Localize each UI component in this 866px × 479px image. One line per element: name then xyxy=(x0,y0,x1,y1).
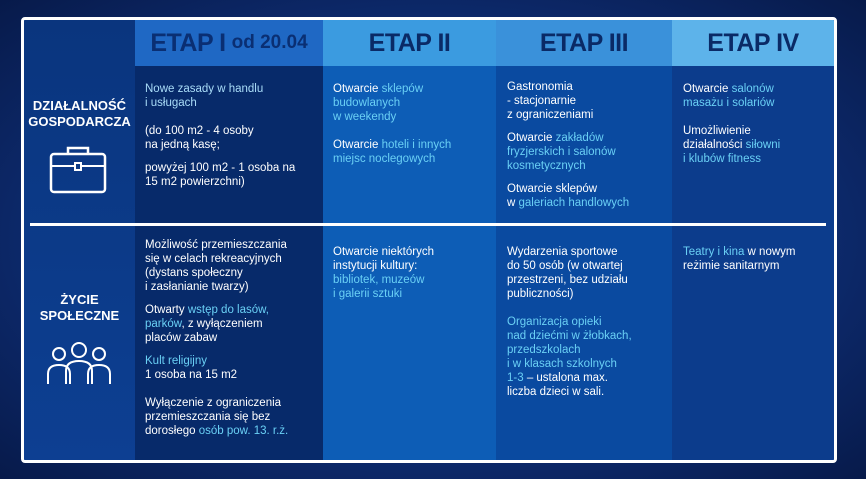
label-column xyxy=(24,20,135,460)
header-etap1 xyxy=(135,20,323,66)
people-group-icon xyxy=(46,340,112,386)
text: kosmetycznych xyxy=(507,160,586,172)
text: zakładów xyxy=(555,132,604,144)
text: liczba dzieci w sali. xyxy=(507,386,605,398)
text: w weekendy xyxy=(333,111,397,123)
section-social-line1: ŻYCIE xyxy=(60,292,99,307)
text: 1-3 xyxy=(507,372,524,384)
text: Otwarcie xyxy=(333,139,382,151)
social-etap3-cell xyxy=(507,245,669,408)
header-etap2-title: ETAP II xyxy=(368,28,451,57)
text: Teatry i kina xyxy=(683,246,745,258)
text: i usługach xyxy=(145,97,197,109)
text: miejsc noclegowych xyxy=(333,153,436,165)
text: publiczności) xyxy=(507,288,574,300)
text: osób pow. 13. r.ż. xyxy=(198,425,289,437)
text: Wydarzenia sportowe xyxy=(507,246,618,258)
text: - stacjonarnie xyxy=(507,95,577,107)
social-etap4-cell xyxy=(683,245,831,282)
text: hoteli i innych xyxy=(381,139,452,151)
text: się w celach rekreacyjnych xyxy=(145,253,282,265)
text: 1 osoba na 15 m2 xyxy=(145,369,238,381)
section-social-label xyxy=(24,292,135,324)
text: Otwarcie xyxy=(333,83,382,95)
text: fryzjerskich i salonów xyxy=(507,146,616,158)
briefcase-icon xyxy=(48,144,108,196)
text: i klubów fitness xyxy=(683,153,761,165)
text: i galerii sztuki xyxy=(333,288,403,300)
text: masażu i solariów xyxy=(683,97,775,109)
text: Umożliwienie xyxy=(683,125,751,137)
stages-table xyxy=(21,17,837,463)
header-etap3 xyxy=(496,20,672,66)
business-etap3-cell xyxy=(507,80,669,219)
text: w xyxy=(507,197,519,209)
text: instytucji kultury: xyxy=(333,260,418,272)
header-etap3-title: ETAP III xyxy=(539,28,629,57)
header-etap4-title: ETAP IV xyxy=(707,28,799,57)
text: placów zabaw xyxy=(145,332,218,344)
text: przemieszczania się bez xyxy=(145,411,271,423)
text: salonów xyxy=(731,83,774,95)
section-divider xyxy=(30,223,826,226)
text: nad dziećmi w żłobkach, xyxy=(507,330,632,342)
social-etap2-cell xyxy=(333,245,491,310)
text: przedszkolach xyxy=(507,344,581,356)
text: Otwarcie xyxy=(507,132,556,144)
header-etap4 xyxy=(672,20,834,66)
section-business-line1: DZIAŁALNOŚĆ xyxy=(32,98,127,113)
text: z ograniczeniami xyxy=(507,109,594,121)
text: budowlanych xyxy=(333,97,401,109)
text: Możliwość przemieszczania xyxy=(145,239,287,251)
text: przestrzeni, bez udziału xyxy=(507,274,628,286)
text: siłowni xyxy=(745,139,781,151)
text: Wyłączenie z ograniczenia xyxy=(145,397,282,409)
text: i w klasach szkolnych xyxy=(507,358,617,370)
header-etap1-date: od 20.04 xyxy=(231,32,308,53)
text: Gastronomia xyxy=(507,81,573,93)
business-etap1-cell xyxy=(145,82,317,198)
text: w nowym xyxy=(744,246,796,258)
text: dorosłego xyxy=(145,425,199,437)
text: Nowe zasady w handlu xyxy=(145,83,264,95)
text: bibliotek, muzeów xyxy=(333,274,425,286)
section-business-label xyxy=(24,98,135,130)
text: Kult religijny xyxy=(145,355,207,367)
text: galeriach handlowych xyxy=(518,197,630,209)
text: , z wyłączeniem xyxy=(181,318,263,330)
text: reżimie sanitarnym xyxy=(683,260,780,272)
text: (dystans społeczny xyxy=(145,267,243,279)
section-social-line2: SPOŁECZNE xyxy=(39,308,120,323)
text: na jedną kasę; xyxy=(145,139,220,151)
text: Otwarcie niektórych xyxy=(333,246,434,258)
text: – ustalona max. xyxy=(523,372,609,384)
text: Otwarcie sklepów xyxy=(507,183,598,195)
text: i zasłanianie twarzy) xyxy=(145,281,249,293)
text: wstęp do lasów, xyxy=(187,304,269,316)
text: do 50 osób (w otwartej xyxy=(507,260,623,272)
text: 15 m2 powierzchni) xyxy=(145,176,245,188)
social-etap1-cell xyxy=(145,238,319,447)
text: działalności xyxy=(683,139,746,151)
business-etap4-cell xyxy=(683,82,831,175)
header-etap2 xyxy=(323,20,496,66)
text: Organizacja opieki xyxy=(507,316,602,328)
text: powyżej 100 m2 - 1 osoba na xyxy=(145,162,296,174)
text: parków xyxy=(145,318,182,330)
business-etap2-cell xyxy=(333,82,491,175)
header-etap1-title: ETAP I xyxy=(150,28,226,57)
section-business-line2: GOSPODARCZA xyxy=(28,114,131,129)
text: Otwarty xyxy=(145,304,188,316)
text: sklepów xyxy=(381,83,424,95)
text: (do 100 m2 - 4 osoby xyxy=(145,125,254,137)
text: Otwarcie xyxy=(683,83,732,95)
